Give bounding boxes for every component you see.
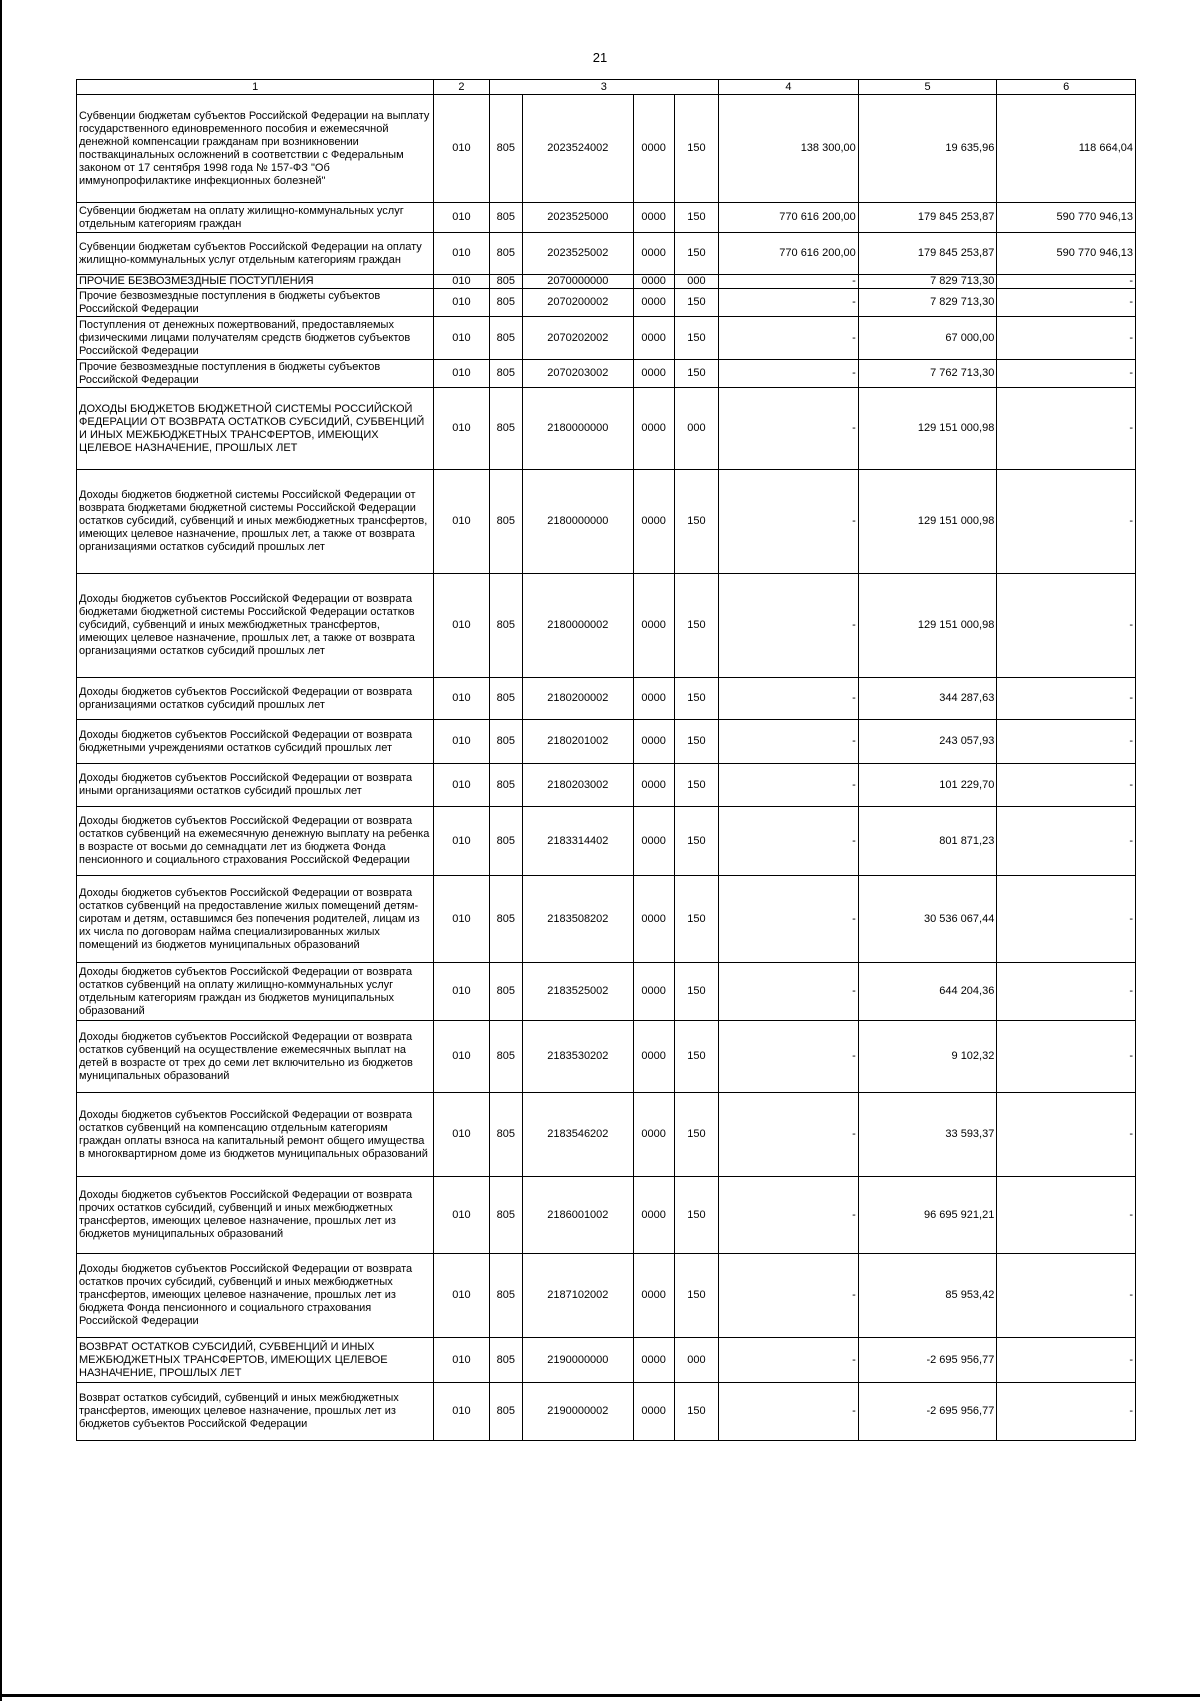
approved-amount-cell: - [719, 720, 859, 764]
unexecuted-amount-cell: 590 770 946,13 [997, 203, 1136, 233]
unexecuted-amount-cell: - [997, 388, 1136, 470]
column-header-6: 6 [997, 80, 1136, 95]
row-label: Доходы бюджетов субъектов Российской Федерации от возврата остатков прочих субсидий, субвенций и иных межбюджетных трансфертов, имеющих целевое назначение, прошлых лет из бюджета Фонда пенсионного и социального страхования Российской Федерации [77, 1254, 434, 1338]
program-code-cell: 0000 [633, 876, 674, 963]
approved-amount-cell: - [719, 388, 859, 470]
approved-amount-cell: 770 616 200,00 [719, 233, 859, 275]
admin-code-cell: 010 [434, 1338, 489, 1383]
executed-amount-cell: 85 953,42 [858, 1254, 997, 1338]
kosgu-code-cell: 150 [674, 678, 718, 720]
kosgu-code-cell: 150 [674, 1021, 718, 1093]
column-header-4: 4 [719, 80, 859, 95]
row-label: Доходы бюджетов субъектов Российской Федерации от возврата остатков субвенций на ежемесячную денежную выплату на ребенка в возрасте от восьми до семнадцати лет из бюджета Фонда пенсионного и социального страхования Российской Федерации [77, 807, 434, 876]
program-code-cell: 0000 [633, 1338, 674, 1383]
table-row [77, 1177, 1136, 1254]
row-label: Субвенции бюджетам субъектов Российской Федерации на оплату жилищно-коммунальных услуг отдельным категориям граждан [77, 233, 434, 275]
executed-amount-cell: 67 000,00 [858, 317, 997, 360]
admin-code-cell: 010 [434, 1383, 489, 1441]
page-number: 21 [592, 50, 608, 65]
kbk-code-cell: 2180000002 [523, 574, 633, 678]
unexecuted-amount-cell: - [997, 360, 1136, 388]
column-header-2: 2 [434, 80, 489, 95]
admin-code-cell: 010 [434, 1093, 489, 1177]
program-code-cell: 0000 [633, 574, 674, 678]
scan-left-border [0, 0, 2, 1701]
admin-code-cell: 010 [434, 317, 489, 360]
unexecuted-amount-cell: - [997, 807, 1136, 876]
admin-code-cell: 010 [434, 233, 489, 275]
row-label: Доходы бюджетов бюджетной системы Российской Федерации от возврата бюджетами бюджетной системы Российской Федерации остатков субсидий, субвенций и иных межбюджетных трансфертов, имеющих целевое назначение, прошлых лет, а также от возврата организациями остатков субсидий прошлых лет [77, 470, 434, 574]
admin-code-cell: 010 [434, 764, 489, 807]
kbk-code-cell: 2190000000 [523, 1338, 633, 1383]
approved-amount-cell: - [719, 807, 859, 876]
chapter-code-cell: 805 [489, 275, 523, 289]
kosgu-code-cell: 150 [674, 876, 718, 963]
program-code-cell: 0000 [633, 678, 674, 720]
program-code-cell: 0000 [633, 764, 674, 807]
admin-code-cell: 010 [434, 574, 489, 678]
table-row [77, 1021, 1136, 1093]
kosgu-code-cell: 150 [674, 1254, 718, 1338]
kosgu-code-cell: 000 [674, 275, 718, 289]
chapter-code-cell: 805 [489, 574, 523, 678]
executed-amount-cell: 129 151 000,98 [858, 388, 997, 470]
admin-code-cell: 010 [434, 388, 489, 470]
kbk-code-cell: 2180000000 [523, 470, 633, 574]
chapter-code-cell: 805 [489, 289, 523, 317]
program-code-cell: 0000 [633, 807, 674, 876]
chapter-code-cell: 805 [489, 317, 523, 360]
row-label: Доходы бюджетов субъектов Российской Федерации от возврата остатков субвенций на предоставление жилых помещений детям-сиротам и детям, оставшимся без попечения родителей, лицам из их числа по договорам найма специализированных жилых помещений из бюджетов муниципальных образований [77, 876, 434, 963]
program-code-cell: 0000 [633, 1021, 674, 1093]
approved-amount-cell: - [719, 1383, 859, 1441]
kbk-code-cell: 2023525000 [523, 203, 633, 233]
admin-code-cell: 010 [434, 1177, 489, 1254]
executed-amount-cell: 129 151 000,98 [858, 470, 997, 574]
kbk-code-cell: 2070202002 [523, 317, 633, 360]
row-label: Доходы бюджетов субъектов Российской Федерации от возврата бюджетными учреждениями остатков субсидий прошлых лет [77, 720, 434, 764]
table-row [77, 574, 1136, 678]
kosgu-code-cell: 150 [674, 963, 718, 1021]
kbk-code-cell: 2183530202 [523, 1021, 633, 1093]
admin-code-cell: 010 [434, 360, 489, 388]
program-code-cell: 0000 [633, 1177, 674, 1254]
approved-amount-cell: 770 616 200,00 [719, 203, 859, 233]
chapter-code-cell: 805 [489, 95, 523, 203]
kosgu-code-cell: 150 [674, 203, 718, 233]
unexecuted-amount-cell: - [997, 470, 1136, 574]
chapter-code-cell: 805 [489, 876, 523, 963]
chapter-code-cell: 805 [489, 1177, 523, 1254]
chapter-code-cell: 805 [489, 1254, 523, 1338]
kbk-code-cell: 2070200002 [523, 289, 633, 317]
column-header-1: 1 [77, 80, 434, 95]
table-row [77, 360, 1136, 388]
table-row [77, 289, 1136, 317]
kosgu-code-cell: 150 [674, 1177, 718, 1254]
table-body [77, 95, 1136, 1441]
scan-bottom-border [0, 1694, 1200, 1697]
table-row [77, 1093, 1136, 1177]
table-header-row [77, 80, 1136, 95]
column-header-3: 3 [489, 80, 719, 95]
chapter-code-cell: 805 [489, 470, 523, 574]
kbk-code-cell: 2183546202 [523, 1093, 633, 1177]
admin-code-cell: 010 [434, 876, 489, 963]
row-label: Прочие безвозмездные поступления в бюджеты субъектов Российской Федерации [77, 360, 434, 388]
kbk-code-cell: 2023525002 [523, 233, 633, 275]
approved-amount-cell: - [719, 275, 859, 289]
kosgu-code-cell: 150 [674, 233, 718, 275]
kosgu-code-cell: 150 [674, 1383, 718, 1441]
program-code-cell: 0000 [633, 360, 674, 388]
admin-code-cell: 010 [434, 807, 489, 876]
table-row [77, 876, 1136, 963]
kbk-code-cell: 2070203002 [523, 360, 633, 388]
kbk-code-cell: 2180000000 [523, 388, 633, 470]
program-code-cell: 0000 [633, 720, 674, 764]
kbk-code-cell: 2190000002 [523, 1383, 633, 1441]
admin-code-cell: 010 [434, 470, 489, 574]
program-code-cell: 0000 [633, 963, 674, 1021]
unexecuted-amount-cell: - [997, 289, 1136, 317]
chapter-code-cell: 805 [489, 1338, 523, 1383]
row-label: Поступления от денежных пожертвований, предоставляемых физическими лицами получателям средств бюджетов субъектов Российской Федерации [77, 317, 434, 360]
admin-code-cell: 010 [434, 275, 489, 289]
approved-amount-cell: - [719, 360, 859, 388]
row-label: Доходы бюджетов субъектов Российской Федерации от возврата бюджетами бюджетной системы Российской Федерации остатков субсидий, субвенций и иных межбюджетных трансфертов, имеющих целевое назначение, прошлых лет, а также от возврата организациями остатков субсидий прошлых лет [77, 574, 434, 678]
row-label: Возврат остатков субсидий, субвенций и иных межбюджетных трансфертов, имеющих целевое назначение, прошлых лет из бюджетов субъектов Российской Федерации [77, 1383, 434, 1441]
kbk-code-cell: 2180203002 [523, 764, 633, 807]
approved-amount-cell: - [719, 574, 859, 678]
table-row [77, 95, 1136, 203]
kosgu-code-cell: 000 [674, 388, 718, 470]
executed-amount-cell: -2 695 956,77 [858, 1338, 997, 1383]
executed-amount-cell: 129 151 000,98 [858, 574, 997, 678]
kosgu-code-cell: 150 [674, 95, 718, 203]
unexecuted-amount-cell: 118 664,04 [997, 95, 1136, 203]
executed-amount-cell: 243 057,93 [858, 720, 997, 764]
executed-amount-cell: 801 871,23 [858, 807, 997, 876]
admin-code-cell: 010 [434, 720, 489, 764]
unexecuted-amount-cell: - [997, 1021, 1136, 1093]
unexecuted-amount-cell: - [997, 720, 1136, 764]
unexecuted-amount-cell: - [997, 678, 1136, 720]
program-code-cell: 0000 [633, 1254, 674, 1338]
kosgu-code-cell: 150 [674, 720, 718, 764]
table-row [77, 720, 1136, 764]
chapter-code-cell: 805 [489, 807, 523, 876]
kbk-code-cell: 2187102002 [523, 1254, 633, 1338]
kosgu-code-cell: 150 [674, 574, 718, 678]
income-report-table [76, 79, 1136, 1441]
approved-amount-cell: - [719, 1093, 859, 1177]
admin-code-cell: 010 [434, 1254, 489, 1338]
chapter-code-cell: 805 [489, 1093, 523, 1177]
executed-amount-cell: 101 229,70 [858, 764, 997, 807]
kbk-code-cell: 2183314402 [523, 807, 633, 876]
admin-code-cell: 010 [434, 1021, 489, 1093]
executed-amount-cell: 30 536 067,44 [858, 876, 997, 963]
program-code-cell: 0000 [633, 388, 674, 470]
table-row [77, 470, 1136, 574]
chapter-code-cell: 805 [489, 764, 523, 807]
kbk-code-cell: 2183525002 [523, 963, 633, 1021]
kbk-code-cell: 2070000000 [523, 275, 633, 289]
table-row [77, 764, 1136, 807]
approved-amount-cell: - [719, 1338, 859, 1383]
program-code-cell: 0000 [633, 317, 674, 360]
row-label: ДОХОДЫ БЮДЖЕТОВ БЮДЖЕТНОЙ СИСТЕМЫ РОССИЙСКОЙ ФЕДЕРАЦИИ ОТ ВОЗВРАТА ОСТАТКОВ СУБСИДИЙ, СУБВЕНЦИЙ И ИНЫХ МЕЖБЮДЖЕТНЫХ ТРАНСФЕРТОВ, ИМЕЮЩИХ ЦЕЛЕВОЕ НАЗНАЧЕНИЕ, ПРОШЛЫХ ЛЕТ [77, 388, 434, 470]
chapter-code-cell: 805 [489, 1021, 523, 1093]
unexecuted-amount-cell: - [997, 1383, 1136, 1441]
approved-amount-cell: - [719, 876, 859, 963]
program-code-cell: 0000 [633, 1383, 674, 1441]
kosgu-code-cell: 150 [674, 360, 718, 388]
program-code-cell: 0000 [633, 275, 674, 289]
row-label: ПРОЧИЕ БЕЗВОЗМЕЗДНЫЕ ПОСТУПЛЕНИЯ [77, 275, 434, 289]
approved-amount-cell: - [719, 1021, 859, 1093]
row-label: Доходы бюджетов субъектов Российской Федерации от возврата остатков субвенций на оплату жилищно-коммунальных услуг отдельным категориям граждан из бюджетов муниципальных образований [77, 963, 434, 1021]
approved-amount-cell: - [719, 1177, 859, 1254]
chapter-code-cell: 805 [489, 388, 523, 470]
kbk-code-cell: 2180200002 [523, 678, 633, 720]
row-label: Доходы бюджетов субъектов Российской Федерации от возврата остатков субвенций на осуществление ежемесячных выплат на детей в возрасте от трех до семи лет включительно из бюджетов муниципальных образований [77, 1021, 434, 1093]
executed-amount-cell: 179 845 253,87 [858, 203, 997, 233]
table-row [77, 275, 1136, 289]
kosgu-code-cell: 000 [674, 1338, 718, 1383]
program-code-cell: 0000 [633, 470, 674, 574]
row-label: ВОЗВРАТ ОСТАТКОВ СУБСИДИЙ, СУБВЕНЦИЙ И ИНЫХ МЕЖБЮДЖЕТНЫХ ТРАНСФЕРТОВ, ИМЕЮЩИХ ЦЕЛЕВОЕ НАЗНАЧЕНИЕ, ПРОШЛЫХ ЛЕТ [77, 1338, 434, 1383]
table-row [77, 678, 1136, 720]
executed-amount-cell: 344 287,63 [858, 678, 997, 720]
approved-amount-cell: 138 300,00 [719, 95, 859, 203]
program-code-cell: 0000 [633, 203, 674, 233]
approved-amount-cell: - [719, 963, 859, 1021]
chapter-code-cell: 805 [489, 360, 523, 388]
executed-amount-cell: 7 762 713,30 [858, 360, 997, 388]
program-code-cell: 0000 [633, 95, 674, 203]
executed-amount-cell: -2 695 956,77 [858, 1383, 997, 1441]
admin-code-cell: 010 [434, 289, 489, 317]
executed-amount-cell: 7 829 713,30 [858, 289, 997, 317]
kosgu-code-cell: 150 [674, 807, 718, 876]
unexecuted-amount-cell: 590 770 946,13 [997, 233, 1136, 275]
unexecuted-amount-cell: - [997, 876, 1136, 963]
table-row [77, 388, 1136, 470]
kosgu-code-cell: 150 [674, 470, 718, 574]
unexecuted-amount-cell: - [997, 1254, 1136, 1338]
admin-code-cell: 010 [434, 95, 489, 203]
executed-amount-cell: 9 102,32 [858, 1021, 997, 1093]
table-row [77, 1338, 1136, 1383]
chapter-code-cell: 805 [489, 963, 523, 1021]
kbk-code-cell: 2183508202 [523, 876, 633, 963]
kbk-code-cell: 2186001002 [523, 1177, 633, 1254]
kbk-code-cell: 2023524002 [523, 95, 633, 203]
executed-amount-cell: 7 829 713,30 [858, 275, 997, 289]
table-row [77, 807, 1136, 876]
chapter-code-cell: 805 [489, 678, 523, 720]
unexecuted-amount-cell: - [997, 275, 1136, 289]
program-code-cell: 0000 [633, 289, 674, 317]
approved-amount-cell: - [719, 317, 859, 360]
table-row [77, 317, 1136, 360]
table-row [77, 203, 1136, 233]
approved-amount-cell: - [719, 289, 859, 317]
table-row [77, 1254, 1136, 1338]
executed-amount-cell: 179 845 253,87 [858, 233, 997, 275]
program-code-cell: 0000 [633, 233, 674, 275]
executed-amount-cell: 644 204,36 [858, 963, 997, 1021]
executed-amount-cell: 19 635,96 [858, 95, 997, 203]
program-code-cell: 0000 [633, 1093, 674, 1177]
kbk-code-cell: 2180201002 [523, 720, 633, 764]
unexecuted-amount-cell: - [997, 574, 1136, 678]
executed-amount-cell: 33 593,37 [858, 1093, 997, 1177]
approved-amount-cell: - [719, 764, 859, 807]
unexecuted-amount-cell: - [997, 764, 1136, 807]
row-label: Доходы бюджетов субъектов Российской Федерации от возврата прочих остатков субсидий, субвенций и иных межбюджетных трансфертов, имеющих целевое назначение, прошлых лет из бюджетов муниципальных образований [77, 1177, 434, 1254]
row-label: Доходы бюджетов субъектов Российской Федерации от возврата остатков субвенций на компенсацию отдельным категориям граждан оплаты взноса на капитальный ремонт общего имущества в многоквартирном доме из бюджетов муниципальных образований [77, 1093, 434, 1177]
unexecuted-amount-cell: - [997, 963, 1136, 1021]
row-label: Прочие безвозмездные поступления в бюджеты субъектов Российской Федерации [77, 289, 434, 317]
row-label: Доходы бюджетов субъектов Российской Федерации от возврата организациями остатков субсидий прошлых лет [77, 678, 434, 720]
row-label: Доходы бюджетов субъектов Российской Федерации от возврата иными организациями остатков субсидий прошлых лет [77, 764, 434, 807]
kosgu-code-cell: 150 [674, 289, 718, 317]
chapter-code-cell: 805 [489, 203, 523, 233]
chapter-code-cell: 805 [489, 720, 523, 764]
approved-amount-cell: - [719, 470, 859, 574]
table-row [77, 963, 1136, 1021]
unexecuted-amount-cell: - [997, 1177, 1136, 1254]
chapter-code-cell: 805 [489, 233, 523, 275]
approved-amount-cell: - [719, 678, 859, 720]
table-row [77, 1383, 1136, 1441]
column-header-5: 5 [858, 80, 997, 95]
kosgu-code-cell: 150 [674, 764, 718, 807]
executed-amount-cell: 96 695 921,21 [858, 1177, 997, 1254]
approved-amount-cell: - [719, 1254, 859, 1338]
unexecuted-amount-cell: - [997, 317, 1136, 360]
row-label: Субвенции бюджетам на оплату жилищно-коммунальных услуг отдельным категориям граждан [77, 203, 434, 233]
table-row [77, 233, 1136, 275]
admin-code-cell: 010 [434, 203, 489, 233]
admin-code-cell: 010 [434, 963, 489, 1021]
row-label: Субвенции бюджетам субъектов Российской Федерации на выплату государственного единовременного пособия и ежемесячной денежной компенсации гражданам при возникновении поствакцинальных осложнений в соответствии с Федеральным законом от 17 сентября 1998 года № 157-ФЗ "Об иммунопрофилактике инфекционных болезней" [77, 95, 434, 203]
chapter-code-cell: 805 [489, 1383, 523, 1441]
kosgu-code-cell: 150 [674, 1093, 718, 1177]
admin-code-cell: 010 [434, 678, 489, 720]
kosgu-code-cell: 150 [674, 317, 718, 360]
unexecuted-amount-cell: - [997, 1093, 1136, 1177]
unexecuted-amount-cell: - [997, 1338, 1136, 1383]
